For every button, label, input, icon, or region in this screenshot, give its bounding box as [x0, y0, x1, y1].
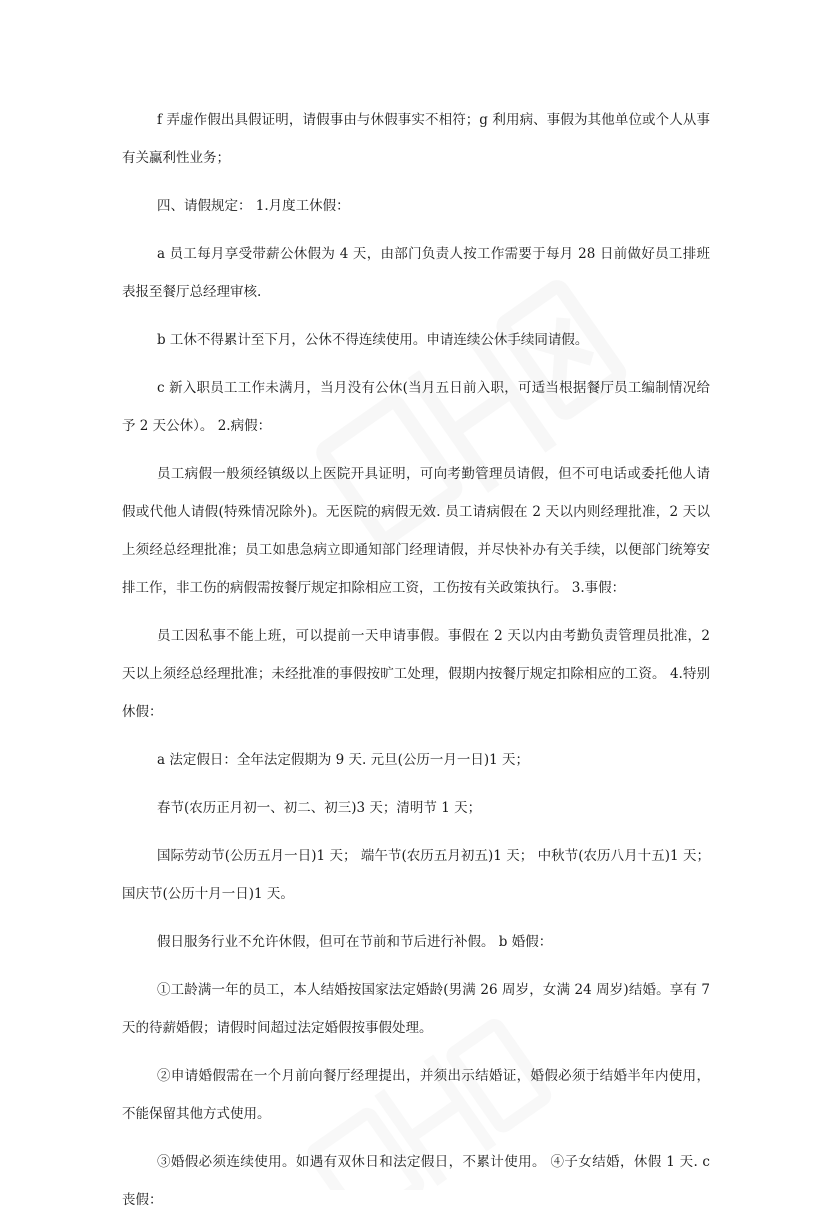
paragraph: 假日服务行业不允许休假，但可在节前和节后进行补假。 b 婚假：	[157, 934, 553, 950]
paragraph: a 员工每月享受带薪公休假为 4 天，由部门负责人按工作需要于每月 28 日前做好员工排班表报至餐厅总经理审核.	[122, 246, 710, 300]
paragraph: a 法定假日：全年法定假期为 9 天. 元旦(公历一月一日)1 天；	[157, 752, 530, 768]
paragraph: ②申请婚假需在一个月前向餐厅经理提出，并须出示结婚证，婚假必须于结婚半年内使用，不能保留其他方式使用。	[122, 1068, 710, 1122]
paragraph: 员工因私事不能上班，可以提前一天申请事假。事假在 2 天以内由考勤负责管理员批准，2 天以上须经总经理批准；未经批准的事假按旷工处理，假期内按餐厅规定扣除相应的工资。 4.特别休假：	[122, 628, 710, 720]
paragraph: b 工休不得累计至下月，公休不得连续使用。申请连续公休手续同请假。	[157, 332, 589, 348]
paragraph: 国际劳动节(公历五月一日)1 天； 端午节(农历五月初五)1 天； 中秋节(农历八月十五)1 天； 国庆节(公历十月一日)1 天。	[122, 848, 710, 902]
paragraph: c 新入职员工工作未满月，当月没有公休(当月五日前入职，可适当根据餐厅员工编制情况给予 2 天公休）。 2.病假：	[122, 380, 710, 434]
paragraph: 员工病假一般须经镇级以上医院开具证明，可向考勤管理员请假，但不可电话或委托他人请假或代他人请假(特殊情况除外)。无医院的病假无效. 员工请病假在 2 天以内则经理批准，2 天以上须经总经理批准；员工如患急病立即通知部门经理请假，并尽快补办有关手续，以便部门统筹安排工作，非工伤的病假需按餐厅规定扣除相应工资，工伤按有关政策执行。 3.事假：	[122, 466, 710, 596]
paragraph: f 弄虚作假出具假证明，请假事由与休假事实不相符；g 利用病、事假为其他单位或个人从事有关赢利性业务；	[122, 112, 710, 166]
section-heading-leave-rules: 四、请假规定： 1.月度工休假：	[157, 198, 350, 214]
paragraph: ①工龄满一年的员工，本人结婚按国家法定婚龄(男满 26 周岁，女满 24 周岁)结婚。享有 7 天的待薪婚假；请假时间超过法定婚假按事假处理。	[122, 982, 710, 1036]
paragraph: 春节(农历正月初一、初二、初三)3 天；清明节 1 天；	[157, 800, 482, 816]
paragraph: ③婚假必须连续使用。如遇有双休日和法定假日，不累计使用。 ④子女结婚，休假 1 天. c 丧假：	[122, 1154, 710, 1208]
document-body	[122, 101, 710, 1229]
